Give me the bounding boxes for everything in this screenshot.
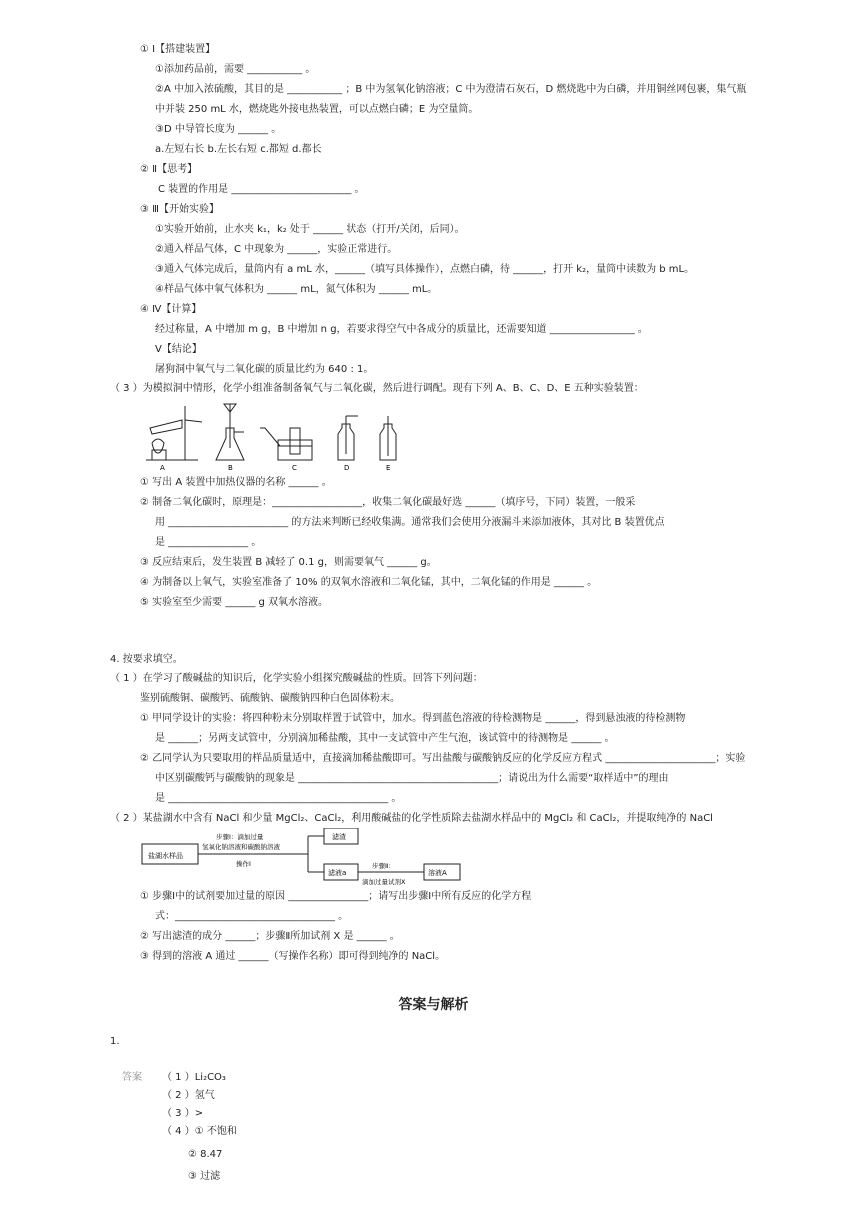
part-iii-line-1: ①实验开始前，止水夹 k₁，k₂ 处于 ______ 状态（打开/关闭，后同）。 <box>155 224 465 235</box>
q4-part2-s2: ② 写出滤渣的成分 ______；步骤Ⅱ所加试剂 X 是 ______ 。 <box>140 931 400 942</box>
q3-sub-2c: 是 ________________ 。 <box>155 537 262 548</box>
apparatus-c <box>260 428 312 460</box>
apparatus-label-e: E <box>386 464 391 472</box>
part-v-line-1: 屠狗洞中氧气与二氧化碳的质量比约为 640 : 1。 <box>155 364 374 375</box>
flow-end-label: 溶液A <box>428 869 447 877</box>
part-i-line-2: ②A 中加入浓硫酸，其目的是 ___________ ；B 中为氢氧化钠溶液；C 中为澄清石灰石，D 燃烧匙中为白磷，并用铜丝网包裹，集气瓶 <box>155 84 747 95</box>
q4-title: 4. 按要求填空。 <box>110 654 183 665</box>
q4-part1-s2a: ② 乙同学认为只要取用的样品质量适中，直接滴加稀盐酸即可。写出盐酸与碳酸钠反应的化学反应方程式 ______________________；实验 <box>140 753 746 764</box>
flow-step1-bottom: 操作Ⅰ <box>236 860 251 868</box>
part-ii-line-1: C 装置的作用是 ________________________ 。 <box>158 184 365 195</box>
part-iv-line-1: 经过称量，A 中增加 m g，B 中增加 n g，若要求得空气中各成分的质量比，还需要知道 _________________ 。 <box>155 324 648 335</box>
part-v-header: Ⅴ【结论】 <box>155 344 202 355</box>
answer-question-number: 1. <box>110 1036 120 1047</box>
q4-part2-s1a: ① 步骤Ⅰ中的试剂要加过量的原因 ________________；请写出步骤Ⅰ中所有反应的化学方程 <box>140 891 532 902</box>
answers-heading: 答案与解析 <box>398 997 469 1013</box>
q4-part1-s1b: 是 ______；另两支试管中，分别滴加稀盐酸，其中一支试管中产生气泡，该试管中的待测物是 ______ 。 <box>155 733 615 744</box>
part-iii-line-4: ④样品气体中氧气体积为 ______ mL，氮气体积为 ______ mL。 <box>155 284 438 295</box>
answer-1: （ 1 ）Li₂CO₃ <box>162 1072 226 1083</box>
q3-sub-2b: 用 ________________________ 的方法来判断已经收集满。通常我们会使用分液漏斗来添加液体，其对比 B 装置优点 <box>155 517 665 528</box>
answer-4-3: ③ 过滤 <box>188 1171 221 1182</box>
answer-2: （ 2 ）氢气 <box>162 1090 215 1101</box>
apparatus-b <box>216 404 244 460</box>
apparatus-a <box>146 406 202 460</box>
flow-step1-mid: 氢氧化钠溶液和碳酸钠溶液 <box>202 843 280 851</box>
q3-intro: （ 3 ）为模拟洞中情形，化学小组准备制备氧气与二氧化碳，然后进行调配。现有下列 A、B、C、D、E 五种实验装置： <box>110 383 644 394</box>
part-iii-header: ③ Ⅲ【开始实验】 <box>140 204 220 215</box>
answer-3: （ 3 ）> <box>162 1108 204 1119</box>
answer-4: （ 4 ）① 不饱和 <box>162 1126 237 1137</box>
answer-4-2: ② 8.47 <box>188 1149 223 1160</box>
q3-sub-3: ③ 反应结束后，发生装置 B 减轻了 0.1 g，则需要氧气 ______ g。 <box>140 557 437 568</box>
apparatus-d <box>338 416 358 460</box>
flow-filtrate-label: 滤液a <box>328 869 347 877</box>
q3-sub-1: ① 写出 A 装置中加热仪器的名称 ______ 。 <box>140 477 332 488</box>
answer-label: 答案 <box>122 1072 142 1083</box>
part-i-line-1: ①添加药品前，需要 ___________ 。 <box>155 64 316 75</box>
q4-part1-intro: （ 1 ）在学习了酸碱盐的知识后，化学实验小组探究酸碱盐的性质。回答下列问题： <box>110 673 483 684</box>
part-i-header: ① Ⅰ【搭建装置】 <box>140 44 216 55</box>
flow-step2-top: 步骤Ⅱ： <box>372 862 395 870</box>
flow-step1-top: 步骤Ⅰ：滴加过量 <box>216 833 264 841</box>
part-i-options: a.左短右长 b.左长右短 c.都短 d.都长 <box>155 144 322 155</box>
q3-sub-4: ④ 为制备以上氧气，实验室准备了 10% 的双氧水溶液和二氧化锰，其中，二氧化锰的作用是 ______ 。 <box>140 577 598 588</box>
apparatus-figure <box>140 398 410 472</box>
q4-part2-s3: ③ 得到的溶液 A 通过 ______（写操作名称）即可得到纯净的 NaCl。 <box>140 951 446 962</box>
flow-step2-bottom: 滴加过量试剂X <box>362 878 406 886</box>
part-iv-header: ④ Ⅳ【计算】 <box>140 304 202 315</box>
flow-start-label: 盐湖水样品 <box>148 852 183 860</box>
q4-part1-s2b: 中区别碳酸钙与碳酸钠的现象是 ________________________________________；请说出为什么需要“取样适中”的理由 <box>155 773 669 784</box>
q4-part1-s2c: 是 ____________________________________________ 。 <box>155 793 402 804</box>
q4-part1-s1a: ① 甲同学设计的实验：将四种粉末分别取样置于试管中，加水。得到蓝色溶液的待检测物是 ______，得到悬浊液的待检测物 <box>140 713 686 724</box>
flow-residue-label: 滤渣 <box>332 833 346 841</box>
part-ii-header: ② Ⅱ【思考】 <box>140 164 198 175</box>
q4-part1-sub: 鉴别硫酸铜、碳酸钙、硫酸钠、碳酸钠四种白色固体粉末。 <box>140 693 400 704</box>
flow-diagram <box>140 828 470 888</box>
apparatus-label-a: A <box>160 464 165 472</box>
part-iii-line-2: ②通入样品气体，C 中现象为 ______，实验正常进行。 <box>155 244 398 255</box>
apparatus-e <box>380 416 396 460</box>
part-iii-line-3: ③通入气体完成后，量筒内有 a mL 水，______（填写具体操作），点燃白磷，待 ______，打开 k₂，量筒中读数为 b mL。 <box>155 264 695 275</box>
q3-sub-2a: ② 制备二氧化碳时，原理是：__________________，收集二氧化碳最好选 ______（填序号，下同）装置，一般采 <box>140 497 636 508</box>
q4-part2-s1b: 式：________________________________ 。 <box>155 911 349 922</box>
part-i-line-3: 中并装 250 mL 水，燃烧匙外接电热装置，可以点燃白磷；E 为空量筒。 <box>155 104 479 115</box>
apparatus-label-c: C <box>292 464 297 472</box>
q4-part2-intro: （ 2 ）某盐湖水中含有 NaCl 和少量 MgCl₂、CaCl₂，利用酸碱盐的化学性质除去盐湖水样品中的 MgCl₂ 和 CaCl₂，并提取纯净的 NaCl <box>110 813 713 824</box>
part-i-line-4: ③D 中导管长度为 ______ 。 <box>155 124 282 135</box>
q3-sub-5: ⑤ 实验室至少需要 ______ g 双氧水溶液。 <box>140 597 329 608</box>
apparatus-label-b: B <box>228 464 233 472</box>
apparatus-label-d: D <box>344 464 350 472</box>
